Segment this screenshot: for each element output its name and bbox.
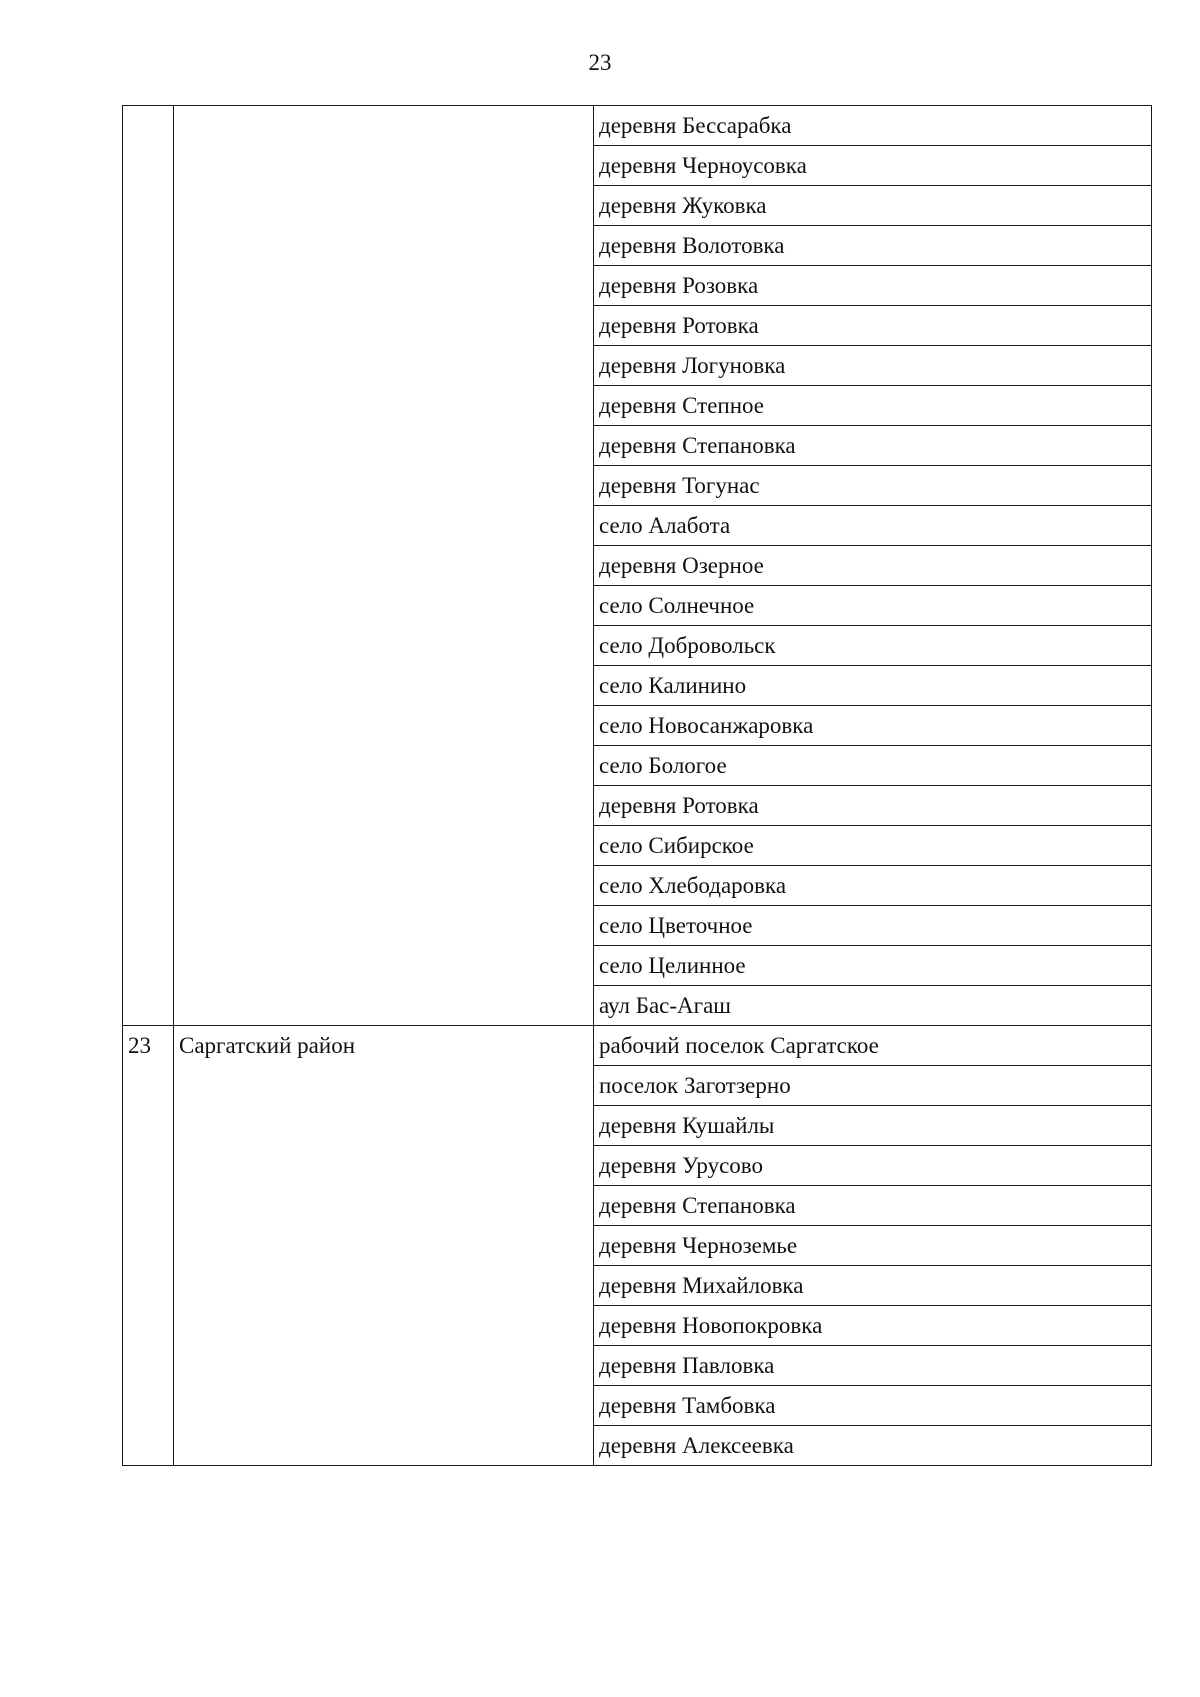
settlement-cell: деревня Урусово [594, 1146, 1152, 1186]
table-body [123, 106, 1152, 1466]
settlement-cell: село Добровольск [594, 626, 1152, 666]
settlement-cell: село Солнечное [594, 586, 1152, 626]
settlement-cell: деревня Ротовка [594, 306, 1152, 346]
settlement-cell: поселок Заготзерно [594, 1066, 1152, 1106]
settlement-cell: село Хлебодаровка [594, 866, 1152, 906]
settlement-cell: деревня Черноусовка [594, 146, 1152, 186]
settlement-cell: село Бологое [594, 746, 1152, 786]
settlement-cell: село Сибирское [594, 826, 1152, 866]
settlement-cell: деревня Озерное [594, 546, 1152, 586]
settlement-cell: деревня Тамбовка [594, 1386, 1152, 1426]
settlement-cell: деревня Павловка [594, 1346, 1152, 1386]
settlement-cell: село Цветочное [594, 906, 1152, 946]
settlement-cell: деревня Жуковка [594, 186, 1152, 226]
district-name-cell [174, 106, 594, 1026]
settlement-cell: деревня Ротовка [594, 786, 1152, 826]
page-number: 23 [588, 50, 612, 75]
settlement-cell: деревня Степановка [594, 1186, 1152, 1226]
district-name-cell: Саргатский район [174, 1026, 594, 1466]
settlement-cell: деревня Алексеевка [594, 1426, 1152, 1466]
settlement-cell: село Целинное [594, 946, 1152, 986]
settlements-table [122, 105, 1152, 1466]
settlement-cell: рабочий поселок Саргатское [594, 1026, 1152, 1066]
table-row [123, 106, 1152, 146]
settlement-cell: деревня Степановка [594, 426, 1152, 466]
settlement-cell: деревня Кушайлы [594, 1106, 1152, 1146]
settlement-cell: деревня Логуновка [594, 346, 1152, 386]
settlement-cell: деревня Михайловка [594, 1266, 1152, 1306]
settlement-cell: село Новосанжаровка [594, 706, 1152, 746]
settlement-cell: деревня Степное [594, 386, 1152, 426]
settlement-cell: деревня Бессарабка [594, 106, 1152, 146]
settlement-cell: деревня Тогунас [594, 466, 1152, 506]
settlement-cell: деревня Новопокровка [594, 1306, 1152, 1346]
settlement-cell: аул Бас-Агаш [594, 986, 1152, 1026]
table-row [123, 1026, 1152, 1066]
settlement-cell: деревня Розовка [594, 266, 1152, 306]
settlement-cell: деревня Черноземье [594, 1226, 1152, 1266]
district-number-cell [123, 106, 174, 1026]
settlement-cell: село Калинино [594, 666, 1152, 706]
district-number-cell: 23 [123, 1026, 174, 1466]
settlement-cell: деревня Волотовка [594, 226, 1152, 266]
settlement-cell: село Алабота [594, 506, 1152, 546]
